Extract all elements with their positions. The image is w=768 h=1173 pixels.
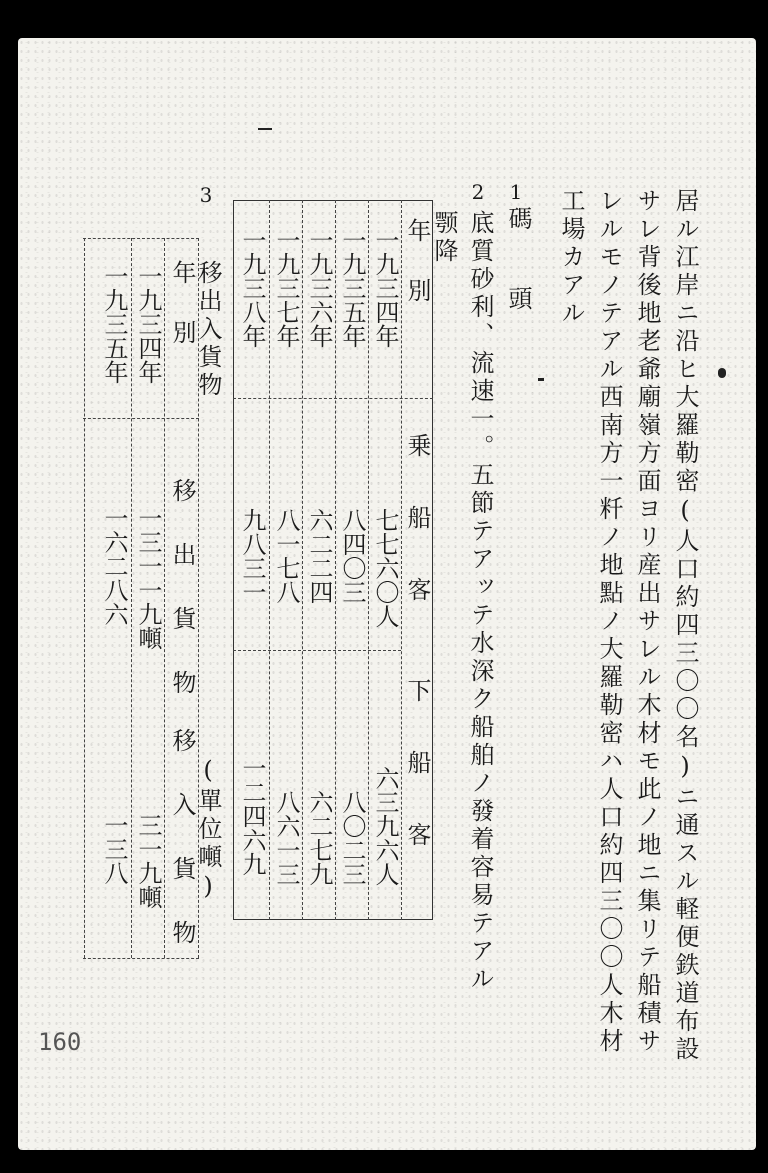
- section-3-number: 3: [194, 183, 218, 207]
- cargo-table-col-rule-1: [164, 238, 165, 958]
- passenger-table-col-rule-1: [401, 200, 402, 920]
- table-row-boarding: 七七六〇人: [371, 508, 399, 628]
- passenger-table-mid-rule: [233, 650, 401, 651]
- table-row-year: 一九三六年: [305, 228, 333, 348]
- table-row-year: 一九三五年: [338, 228, 366, 348]
- prose-line-3: レルモノテアル西南方一粁ノ地點ノ大羅勒密ハ人口約四三〇〇人木材: [595, 188, 623, 1056]
- table-row-import: 三一九噸: [134, 813, 162, 909]
- table-row-alighting: 六二七九: [305, 790, 333, 886]
- prose-line-1: 居ル江岸ニ沿ヒ大羅勒密(人口約四三〇〇名)ニ通スル軽便鉄道布設: [671, 188, 699, 1064]
- section-3-title: 移出入貨物: [194, 260, 222, 400]
- section-1-number: 1: [504, 180, 528, 204]
- table-row-export: 一三一一九噸: [134, 506, 162, 650]
- table-row-alighting: 一二四六九: [238, 756, 266, 876]
- table-row-year: 一九三八年: [238, 228, 266, 348]
- stray-mark: [258, 128, 272, 130]
- cargo-header-import: 移 入 貨 物: [168, 728, 196, 952]
- page-number: 160: [38, 1028, 82, 1056]
- cargo-header-year: 年 別: [168, 260, 196, 350]
- passenger-header-year: 年 別: [403, 218, 431, 308]
- cargo-table-bottom-rule: [83, 958, 199, 959]
- table-row-year: 一九三五年: [100, 264, 128, 384]
- document-page: [18, 38, 756, 1150]
- passenger-table-header-rule: [233, 398, 433, 399]
- prose-line-4: 工場カアル: [557, 188, 585, 328]
- table-row-boarding: 六二二四: [305, 508, 333, 604]
- table-row-boarding: 八四〇三: [338, 508, 366, 604]
- cargo-table-left-rule: [84, 238, 85, 958]
- cargo-table-col-rule-2: [131, 238, 132, 958]
- passenger-table-col-rule-2: [368, 200, 369, 920]
- stray-mark: [538, 378, 544, 381]
- stray-mark: [718, 368, 726, 378]
- table-row-export: 一六二八六: [100, 506, 128, 626]
- table-row-boarding: 九八三一: [238, 508, 266, 604]
- section-1-title: 碼 頭: [504, 206, 532, 324]
- table-row-import: 一三八: [100, 813, 128, 885]
- table-row-alighting: 八六一三: [272, 790, 300, 886]
- table-row-alighting: 六三九六人: [371, 766, 399, 886]
- prose-line-2: サレ背後地老爺廟嶺方面ヨリ産出サレル木材モ此ノ地ニ集リテ船積サ: [633, 188, 661, 1056]
- passenger-table-col-rule-4: [302, 200, 303, 920]
- table-row-year: 一九三七年: [272, 228, 300, 348]
- section-2-line-1: 底質砂利、流速一。五節テアッテ水深ク船舶ノ發着容易テアル: [466, 210, 494, 994]
- cargo-header-export: 移 出 貨 物: [168, 478, 196, 702]
- passenger-table-col-rule-5: [269, 200, 270, 920]
- table-row-alighting: 八〇二三: [338, 790, 366, 886]
- table-row-boarding: 八一七八: [272, 508, 300, 604]
- cargo-table-right-rule: [198, 238, 199, 958]
- section-3-unit: (單位噸): [194, 756, 222, 904]
- table-row-year: 一九三四年: [134, 264, 162, 384]
- table-row-year: 一九三四年: [371, 228, 399, 348]
- section-2-line-2: 颚降: [430, 210, 458, 266]
- passenger-header-boarding: 乗 船 客: [403, 433, 431, 613]
- passenger-header-alighting: 下 船 客: [403, 678, 431, 858]
- cargo-table-top-rule: [83, 238, 199, 239]
- cargo-table-header-rule: [83, 418, 199, 419]
- section-2-number: 2: [466, 180, 490, 204]
- passenger-table-col-rule-3: [335, 200, 336, 920]
